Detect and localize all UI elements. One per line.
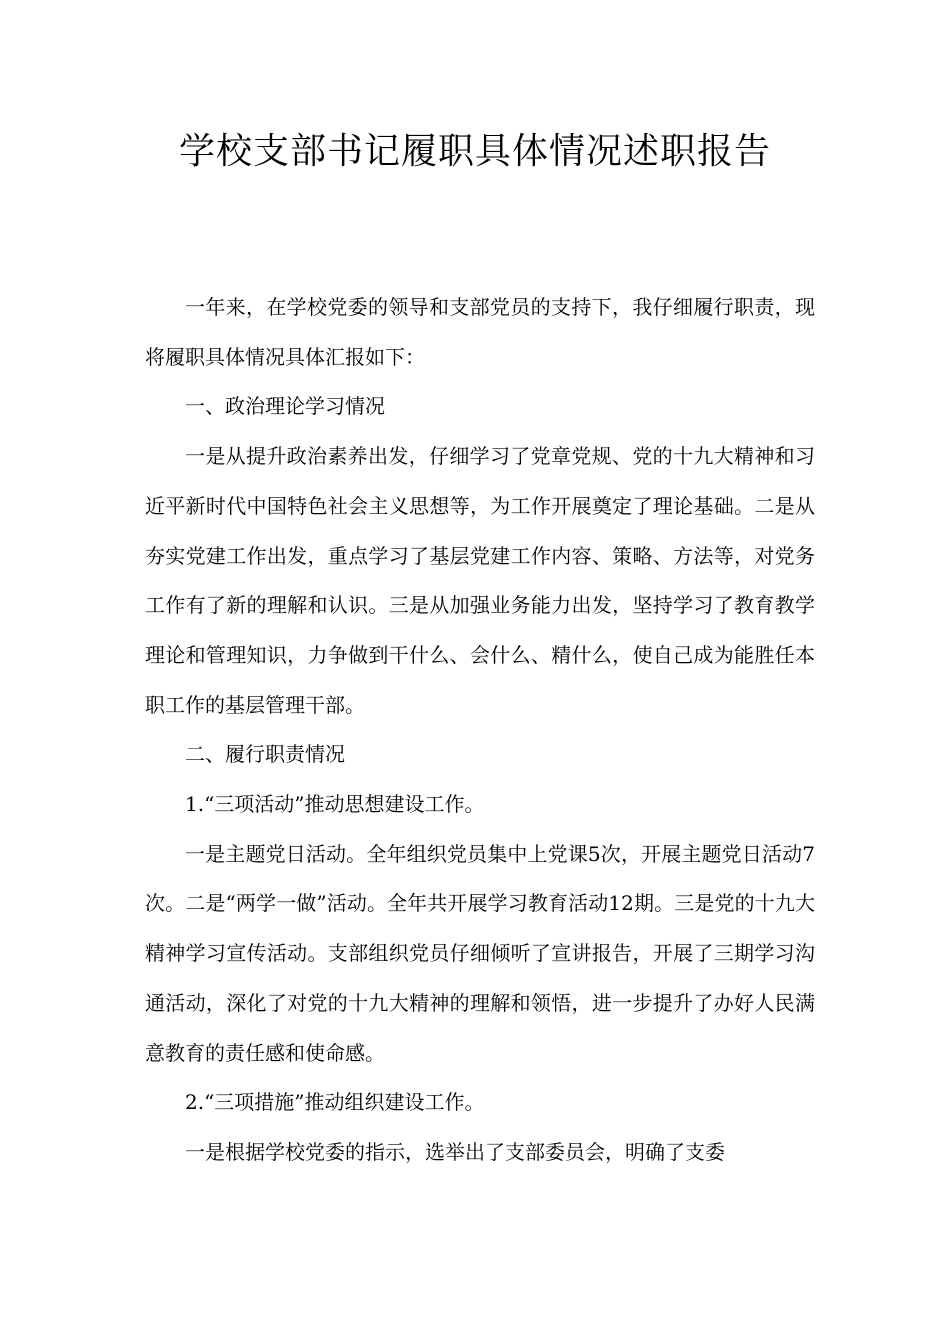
subheading-1: 1.“三项活动”推动思想建设工作。 — [185, 792, 485, 817]
document-body — [145, 283, 815, 1178]
section-heading-2: 二、履行职责情况 — [185, 742, 345, 767]
paragraph-activities: 一是主题党日活动。全年组织党员集中上党课5次，开展主题党日活动7次。二是“两学一做”活动。全年共开展学习教育活动12期。三是党的十九大精神学习宣传活动。支部组织党员仔细倾听了宣讲报告，开展了三期学习沟通活动，深化了对党的十九大精神的理解和领悟，进一步提升了办好人民满意教育的责任感和使命感。 — [145, 841, 815, 1065]
paragraph-organization: 一是根据学校党委的指示，选举出了支部委员会，明确了支委 — [185, 1139, 725, 1164]
section-heading-1: 一、政治理论学习情况 — [185, 394, 385, 419]
paragraph-theory-study: 一是从提升政治素养出发，仔细学习了党章党规、党的十九大精神和习近平新时代中国特色社会主义思想等，为工作开展奠定了理论基础。二是从夯实党建工作出发，重点学习了基层党建工作内容、策略、方法等，对党务工作有了新的理解和认识。三是从加强业务能力出发，坚持学习了教育教学理论和管理知识，力争做到干什么、会什么、精什么，使自己成为能胜任本职工作的基层管理干部。 — [145, 444, 815, 717]
subheading-2: 2.“三项措施”推动组织建设工作。 — [185, 1090, 485, 1115]
document-title: 学校支部书记履职具体情况述职报告 — [178, 131, 771, 172]
paragraph-intro: 一年来，在学校党委的领导和支部党员的支持下，我仔细履行职责，现将履职具体情况具体汇报如下： — [145, 295, 815, 369]
